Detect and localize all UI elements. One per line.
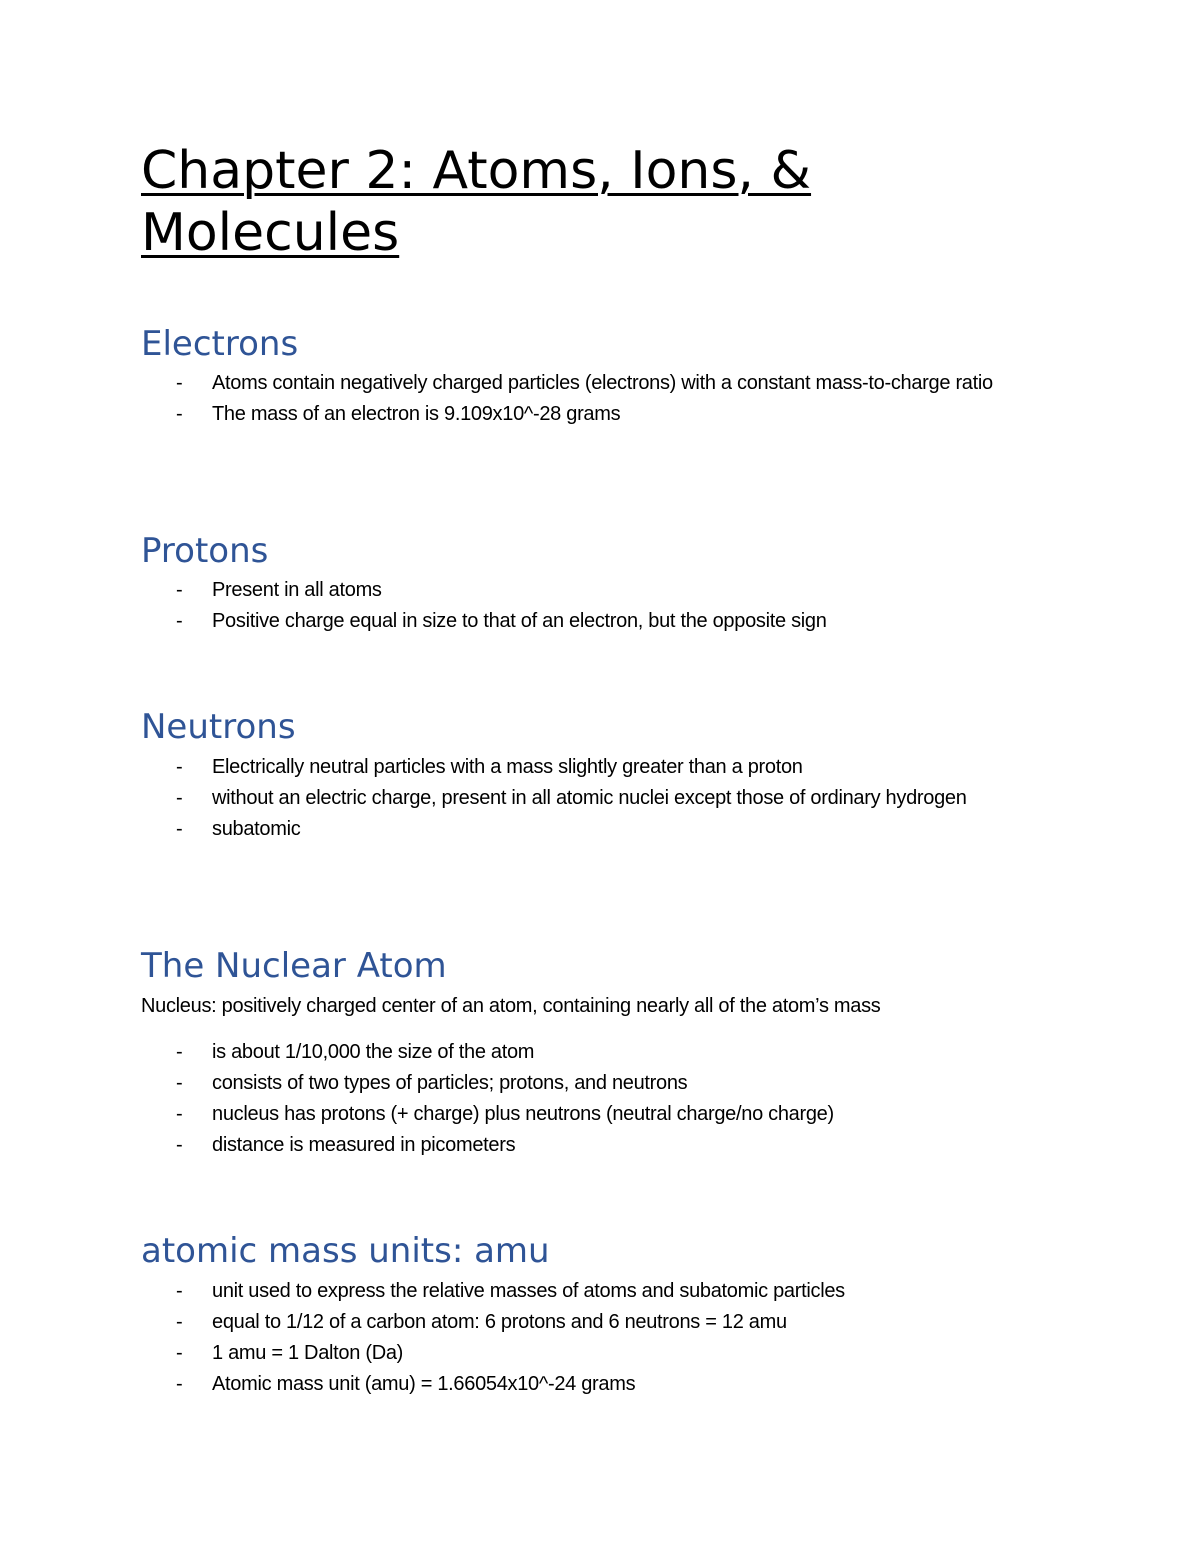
list-item: - distance is measured in picometers (0, 1130, 1042, 1161)
nuclear-atom-list (0, 1037, 1200, 1161)
protons-list (0, 575, 1200, 637)
list-item: - Present in all atoms (0, 575, 1042, 606)
bullet-dash: - (176, 1311, 183, 1333)
bullet-dash: - (176, 610, 183, 632)
list-item: - is about 1/10,000 the size of the atom (0, 1037, 1042, 1068)
bullet-dash: - (176, 1280, 183, 1302)
list-item: - Electrically neutral particles with a mass slightly greater than a proton (0, 752, 1042, 783)
bullet-dash: - (176, 1103, 183, 1125)
bullet-dash: - (176, 1072, 183, 1094)
bullet-dash: - (176, 579, 183, 601)
amu-list (0, 1276, 1200, 1400)
list-item: - Positive charge equal in size to that of an electron, but the opposite sign (0, 606, 1042, 637)
list-item: - 1 amu = 1 Dalton (Da) (0, 1338, 1042, 1369)
bullet-dash: - (176, 787, 183, 809)
page-title: Chapter 2: Atoms, Ions, & Molecules (141, 141, 812, 263)
section-heading-nuclear-atom: The Nuclear Atom (141, 946, 447, 986)
bullet-dash: - (176, 818, 183, 840)
list-item: - Atoms contain negatively charged particles (electrons) with a constant mass-to-charge ratio (0, 368, 1042, 399)
list-item: - consists of two types of particles; protons, and neutrons (0, 1068, 1042, 1099)
list-item: - subatomic (0, 814, 1042, 845)
list-item: - Atomic mass unit (amu) = 1.66054x10^-24 grams (0, 1369, 1042, 1400)
bullet-dash: - (176, 372, 183, 394)
nucleus-definition: Nucleus: positively charged center of an atom, containing nearly all of the atom’s mass (141, 995, 881, 1017)
bullet-dash: - (176, 756, 183, 778)
section-heading-neutrons: Neutrons (141, 707, 296, 747)
bullet-dash: - (176, 1041, 183, 1063)
list-item: - unit used to express the relative masses of atoms and subatomic particles (0, 1276, 1042, 1307)
bullet-dash: - (176, 403, 183, 425)
neutrons-list (0, 752, 1200, 845)
electrons-list (0, 368, 1200, 430)
section-heading-electrons: Electrons (141, 324, 299, 364)
section-heading-protons: Protons (141, 531, 269, 571)
list-item: - The mass of an electron is 9.109x10^-28 grams (0, 399, 1042, 430)
bullet-dash: - (176, 1342, 183, 1364)
list-item: - without an electric charge, present in all atomic nuclei except those of ordinary hydrogen (0, 783, 1042, 814)
bullet-dash: - (176, 1373, 183, 1395)
bullet-dash: - (176, 1134, 183, 1156)
list-item: - equal to 1/12 of a carbon atom: 6 protons and 6 neutrons = 12 amu (0, 1307, 1042, 1338)
section-heading-amu: atomic mass units: amu (141, 1231, 550, 1271)
list-item: - nucleus has protons (+ charge) plus neutrons (neutral charge/no charge) (0, 1099, 1042, 1130)
